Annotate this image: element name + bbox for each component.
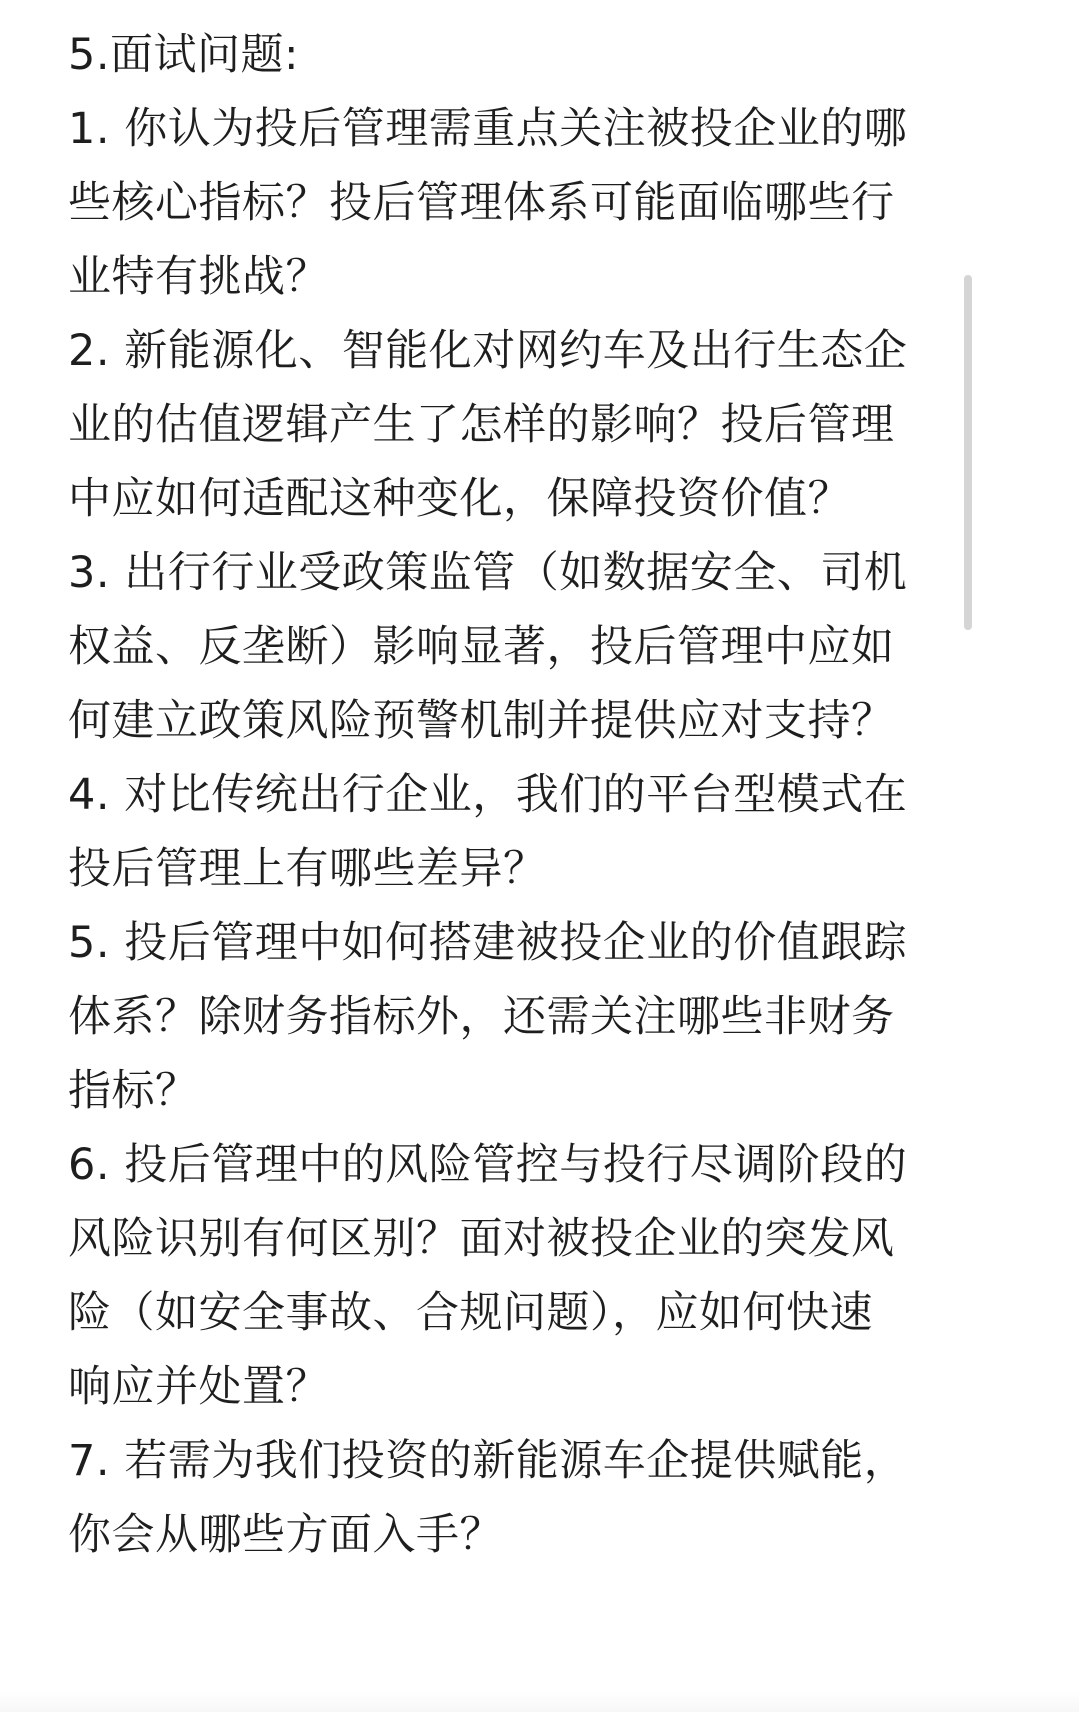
section-heading: 5.面试问题: xyxy=(68,30,300,80)
question-6: 6. 投后管理中的风险管控与投行尽调阶段的风险识别有何区别？面对被投企业的突发风险（如安全事故、合规问题），应如何快速响应并处置？ xyxy=(68,1140,908,1412)
scrollbar-thumb[interactable] xyxy=(964,275,972,630)
question-2: 2. 新能源化、智能化对网约车及出行生态企业的估值逻辑产生了怎样的影响？投后管理中应如何适配这种变化，保障投资价值？ xyxy=(68,326,908,524)
note-content xyxy=(68,18,908,1572)
bottom-fade xyxy=(0,1692,1079,1712)
question-3: 3. 出行行业受政策监管（如数据安全、司机权益、反垄断）影响显著，投后管理中应如何建立政策风险预警机制并提供应对支持？ xyxy=(68,548,908,746)
question-1: 1. 你认为投后管理需重点关注被投企业的哪些核心指标？投后管理体系可能面临哪些行业特有挑战？ xyxy=(68,104,908,302)
question-4: 4. 对比传统出行企业，我们的平台型模式在投后管理上有哪些差异？ xyxy=(68,770,908,894)
question-5: 5. 投后管理中如何搭建被投企业的价值跟踪体系？除财务指标外，还需关注哪些非财务指标？ xyxy=(68,918,908,1116)
question-7: 7. 若需为我们投资的新能源车企提供赋能，你会从哪些方面入手？ xyxy=(68,1436,908,1560)
